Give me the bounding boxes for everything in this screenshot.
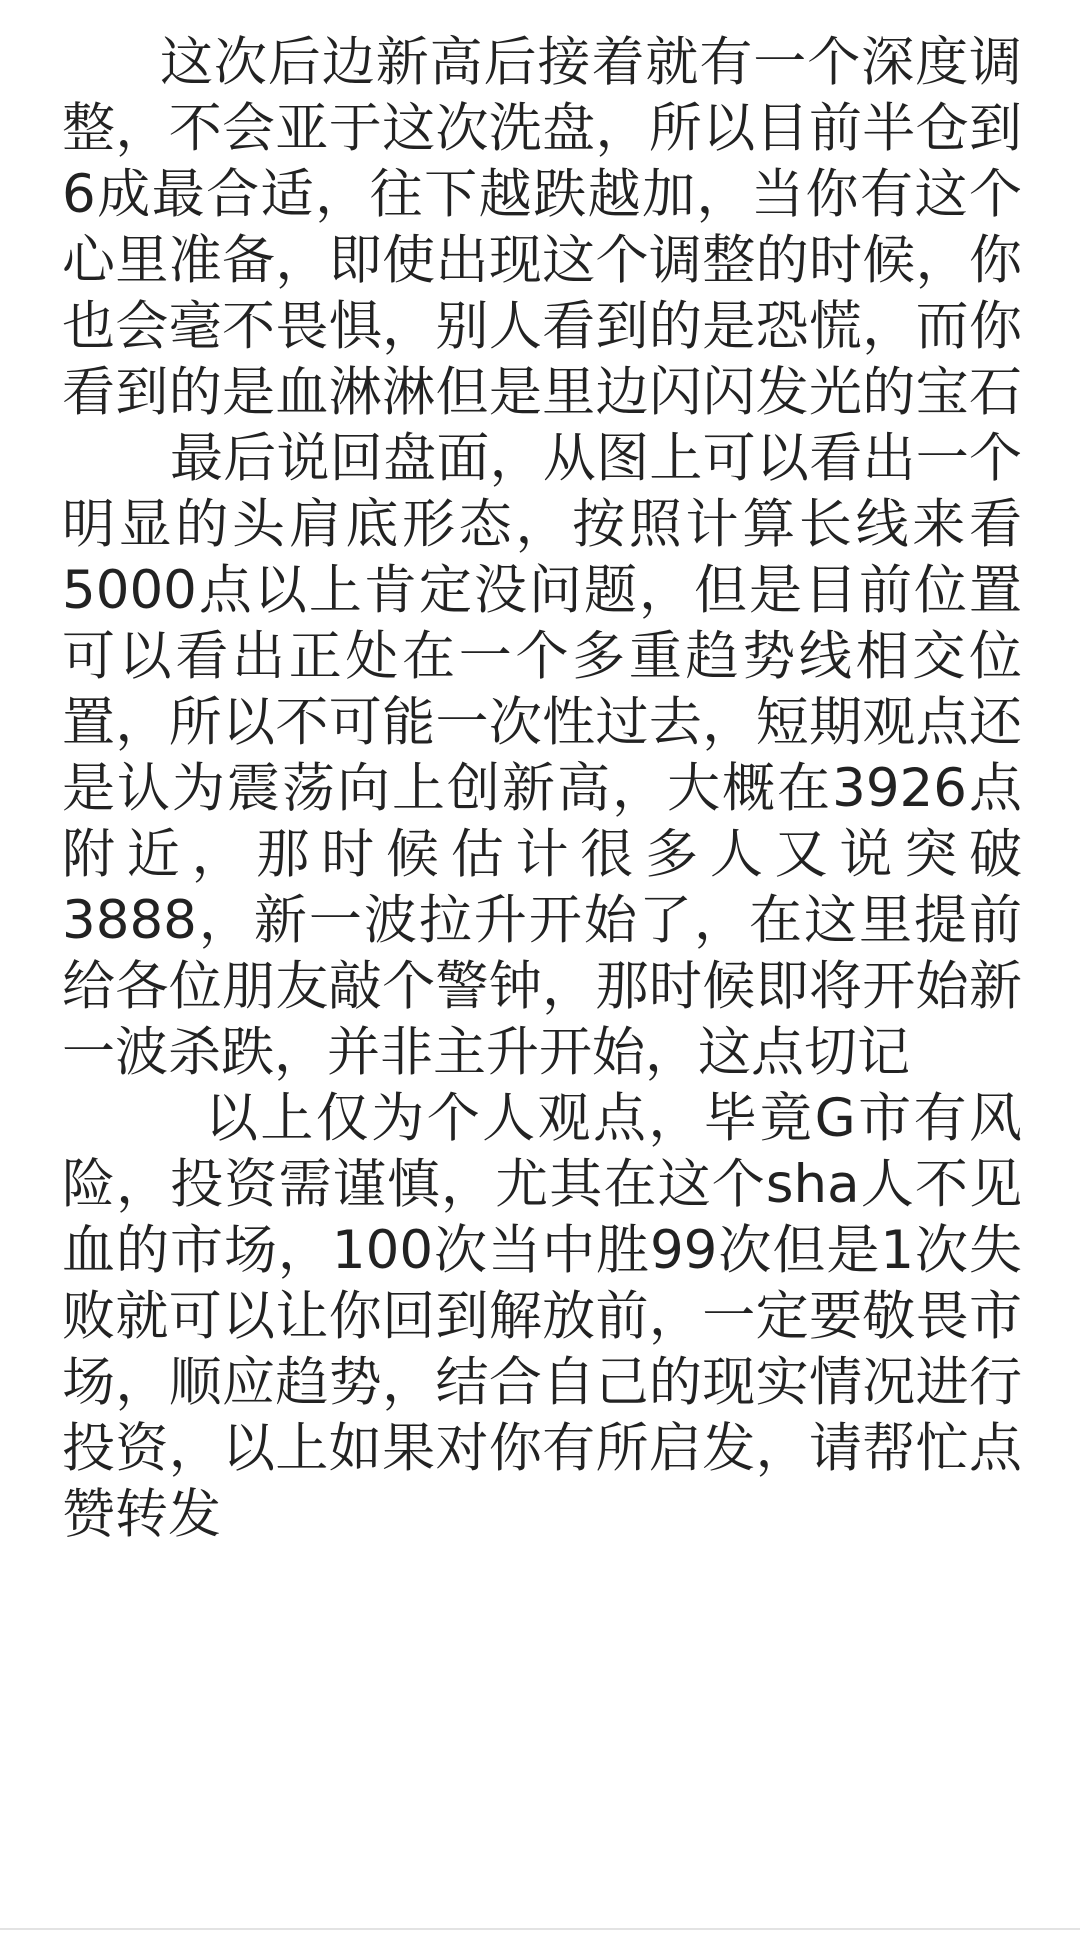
text-line: 血的市场，100次当中胜99次但是1次失 bbox=[62, 1220, 1022, 1281]
text-line: 是认为震荡向上创新高，大概在3926点 bbox=[62, 758, 1022, 819]
text-line: 看到的是血淋淋但是里边闪闪发光的宝石 bbox=[62, 362, 1022, 423]
text-line: 给各位朋友敲个警钟，那时候即将开始新 bbox=[62, 956, 1022, 1017]
text-line: 明显的头肩底形态，按照计算长线来看 bbox=[62, 494, 1022, 555]
text-line: 置，所以不可能一次性过去，短期观点还 bbox=[62, 692, 1022, 753]
text-line: 投资，以上如果对你有所启发，请帮忙点 bbox=[62, 1418, 1022, 1479]
text-line: 附近，那时候估计很多人又说突破 bbox=[62, 824, 1022, 885]
text-line: 也会毫不畏惧，别人看到的是恐慌，而你 bbox=[62, 296, 1022, 357]
bottom-divider bbox=[0, 1928, 1080, 1930]
text-line: 败就可以让你回到解放前，一定要敬畏市 bbox=[62, 1286, 1022, 1347]
text-line: 可以看出正处在一个多重趋势线相交位 bbox=[62, 626, 1022, 687]
text-line: 场，顺应趋势，结合自己的现实情况进行 bbox=[62, 1352, 1022, 1413]
text-line: 心里准备，即使出现这个调整的时候，你 bbox=[62, 230, 1022, 291]
text-line: 整，不会亚于这次洗盘，所以目前半仓到 bbox=[62, 98, 1022, 159]
text-line: 赞转发 bbox=[62, 1484, 221, 1545]
text-line: 6成最合适，往下越跌越加，当你有这个 bbox=[62, 164, 1022, 225]
text-line: 最后说回盘面，从图上可以看出一个 bbox=[170, 428, 1022, 489]
text-line: 以上仅为个人观点，毕竟G市有风 bbox=[205, 1088, 1022, 1149]
text-line: 3888，新一波拉升开始了，在这里提前 bbox=[62, 890, 1022, 951]
text-line: 一波杀跌，并非主升开始，这点切记 bbox=[62, 1022, 910, 1083]
text-line: 5000点以上肯定没问题，但是目前位置 bbox=[62, 560, 1022, 621]
text-line: 这次后边新高后接着就有一个深度调 bbox=[160, 32, 1022, 93]
text-line: 险，投资需谨慎，尤其在这个sha人不见 bbox=[62, 1154, 1022, 1215]
